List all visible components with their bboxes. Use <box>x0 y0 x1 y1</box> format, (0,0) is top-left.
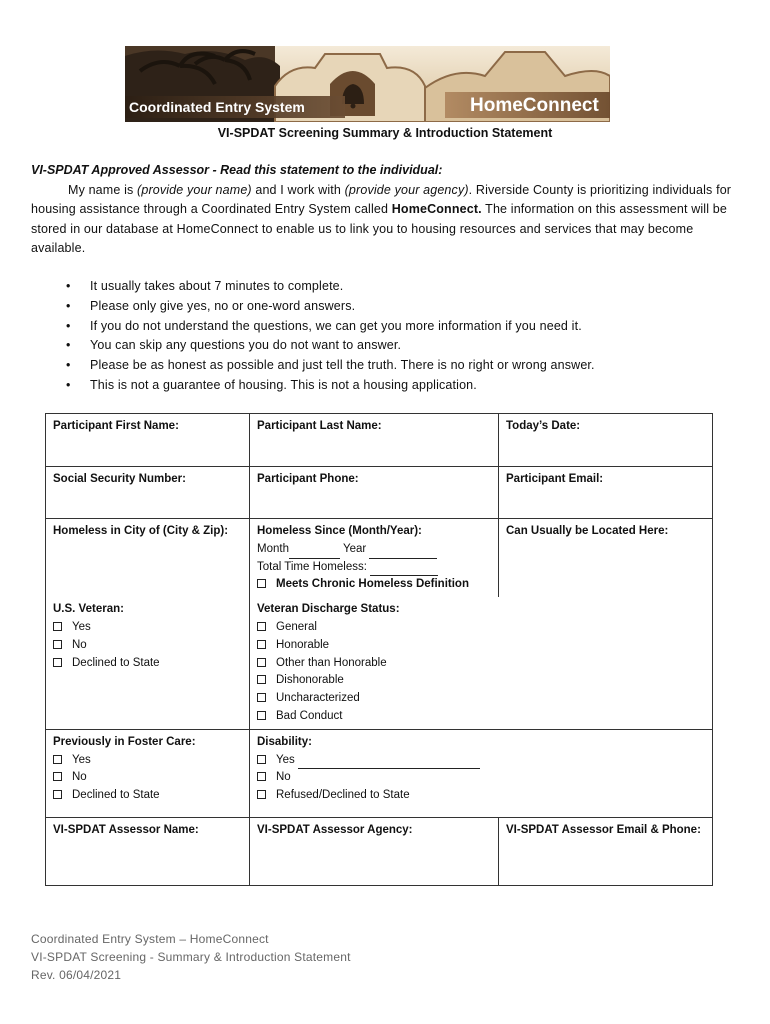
footer-line: Rev. 06/04/2021 <box>31 968 122 982</box>
option-label: Uncharacterized <box>276 692 360 705</box>
date-label: Today’s Date: <box>506 420 581 432</box>
email-label: Participant Email: <box>506 473 604 485</box>
email-field[interactable] <box>499 467 713 519</box>
chronic-checkbox[interactable] <box>257 579 266 588</box>
assessor-agency-field[interactable] <box>250 817 499 885</box>
option-label: Other than Honorable <box>276 656 387 669</box>
discharge-option[interactable] <box>257 655 705 673</box>
ssn-field[interactable] <box>46 467 250 519</box>
ssn-label: Social Security Number: <box>53 473 186 485</box>
intro-part-3: . Riverside County is prioritizing individuals for housing assistance through a Coordinated Entry System called <box>31 183 732 217</box>
phone-field[interactable] <box>250 467 499 519</box>
list-item: • If you do not understand the questions, we can get you more information if you need it. <box>66 317 595 337</box>
last-name-label: Participant Last Name: <box>257 420 382 432</box>
option-label: No <box>72 771 87 784</box>
option-label: Declined to State <box>72 789 160 802</box>
checkbox-icon[interactable] <box>53 772 62 781</box>
assessor-name-field[interactable] <box>46 817 250 885</box>
intro-part-4: The information on this assessment will be stored in our database at HomeConnect to enable us to link you to housing resources and services that may become available. <box>31 202 727 255</box>
discharge-option[interactable] <box>257 708 705 726</box>
intro-statement <box>31 181 741 258</box>
instruction-list <box>66 277 595 396</box>
banner-image <box>125 46 610 122</box>
option-label: No <box>72 638 87 651</box>
checkbox-icon[interactable] <box>257 675 266 684</box>
disability-yes-option[interactable] <box>257 752 705 770</box>
system-name: HomeConnect. <box>391 202 482 217</box>
option-label: Yes <box>72 620 91 633</box>
foster-label: Previously in Foster Care: <box>53 735 196 748</box>
intro-part-2: and I work with <box>251 183 345 197</box>
assessor-name-label: VI-SPDAT Assessor Name: <box>53 823 199 836</box>
checkbox-icon[interactable] <box>53 755 62 764</box>
footer-line: VI-SPDAT Screening - Summary & Introduction Statement <box>31 950 351 964</box>
checkbox-icon[interactable] <box>53 622 62 631</box>
checkbox-icon[interactable] <box>53 658 62 667</box>
foster-declined-option[interactable] <box>53 787 242 805</box>
option-label: Declined to State <box>72 656 160 669</box>
located-field[interactable] <box>499 519 713 598</box>
veteran-yes-option[interactable] <box>53 619 242 637</box>
date-field[interactable] <box>499 414 713 467</box>
homeless-city-field[interactable] <box>46 519 250 598</box>
month-year-line <box>257 541 491 559</box>
assessor-heading: VI-SPDAT Approved Assessor - Read this statement to the individual: <box>31 163 443 177</box>
veteran-field <box>46 597 250 729</box>
last-name-field[interactable] <box>250 414 499 467</box>
disability-label: Disability: <box>257 735 312 748</box>
list-item: • This is not a guarantee of housing. This is not a housing application. <box>66 376 595 396</box>
name-placeholder: (provide your name) <box>137 183 252 197</box>
discharge-option[interactable] <box>257 672 705 690</box>
checkbox-icon[interactable] <box>257 622 266 631</box>
veteran-no-option[interactable] <box>53 637 242 655</box>
document-title: VI-SPDAT Screening Summary & Introduction Statement <box>217 126 553 140</box>
homeless-city-label: Homeless in City of (City & Zip): <box>53 525 229 537</box>
assessor-contact-label: VI-SPDAT Assessor Email & Phone: <box>506 823 701 836</box>
foster-no-option[interactable] <box>53 769 242 787</box>
list-item: • You can skip any questions you do not want to answer. <box>66 336 595 356</box>
checkbox-icon[interactable] <box>53 790 62 799</box>
page-footer <box>31 930 351 984</box>
disability-field <box>250 729 713 817</box>
intro-part-1: My name is <box>68 183 138 197</box>
veteran-declined-option[interactable] <box>53 655 242 673</box>
first-name-field[interactable] <box>46 414 250 467</box>
option-label: General <box>276 620 317 633</box>
checkbox-icon[interactable] <box>257 658 266 667</box>
phone-label: Participant Phone: <box>257 473 359 485</box>
foster-field <box>46 729 250 817</box>
checkbox-icon[interactable] <box>257 693 266 702</box>
checkbox-icon[interactable] <box>257 790 266 799</box>
discharge-option[interactable] <box>257 690 705 708</box>
chronic-checkbox-row[interactable] <box>257 576 491 594</box>
checkbox-icon[interactable] <box>257 755 266 764</box>
list-item: • Please only give yes, no or one-word answers. <box>66 297 595 317</box>
banner-left-text: Coordinated Entry System <box>129 99 305 115</box>
year-label: Year <box>342 542 367 555</box>
header-banner <box>125 46 610 122</box>
footer-line: Coordinated Entry System – HomeConnect <box>31 932 269 946</box>
list-item: • Please be as honest as possible and just tell the truth. There is no right or wrong answer. <box>66 356 595 376</box>
discharge-option[interactable] <box>257 637 705 655</box>
homeless-since-label: Homeless Since (Month/Year): <box>257 525 422 537</box>
option-label: Yes <box>276 753 295 766</box>
total-time-line <box>257 559 491 577</box>
checkbox-icon[interactable] <box>257 711 266 720</box>
foster-yes-option[interactable] <box>53 752 242 770</box>
disability-refused-option[interactable] <box>257 787 705 805</box>
homeless-since-field[interactable] <box>250 519 499 598</box>
option-label: Dishonorable <box>276 674 344 687</box>
month-label: Month <box>257 542 289 555</box>
veteran-label: U.S. Veteran: <box>53 603 124 616</box>
discharge-label: Veteran Discharge Status: <box>257 603 400 616</box>
checkbox-icon[interactable] <box>53 640 62 649</box>
checkbox-icon[interactable] <box>257 772 266 781</box>
option-label: Yes <box>72 753 91 766</box>
option-label: No <box>276 771 291 784</box>
discharge-option[interactable] <box>257 619 705 637</box>
list-item: • It usually takes about 7 minutes to complete. <box>66 277 595 297</box>
located-label: Can Usually be Located Here: <box>506 525 669 537</box>
banner-right-text: HomeConnect <box>470 95 599 116</box>
assessor-contact-field[interactable] <box>499 817 713 885</box>
total-time-label: Total Time Homeless: <box>257 560 367 573</box>
checkbox-icon[interactable] <box>257 640 266 649</box>
assessor-agency-label: VI-SPDAT Assessor Agency: <box>257 823 413 836</box>
agency-placeholder: (provide your agency) <box>344 183 469 197</box>
screening-form <box>45 413 713 886</box>
discharge-field <box>250 597 713 729</box>
option-label: Honorable <box>276 638 330 651</box>
disability-no-option[interactable] <box>257 769 705 787</box>
option-label: Refused/Declined to State <box>276 789 410 802</box>
option-label: Bad Conduct <box>276 709 343 722</box>
chronic-label: Meets Chronic Homeless Definition <box>276 578 469 591</box>
first-name-label: Participant First Name: <box>53 420 179 432</box>
